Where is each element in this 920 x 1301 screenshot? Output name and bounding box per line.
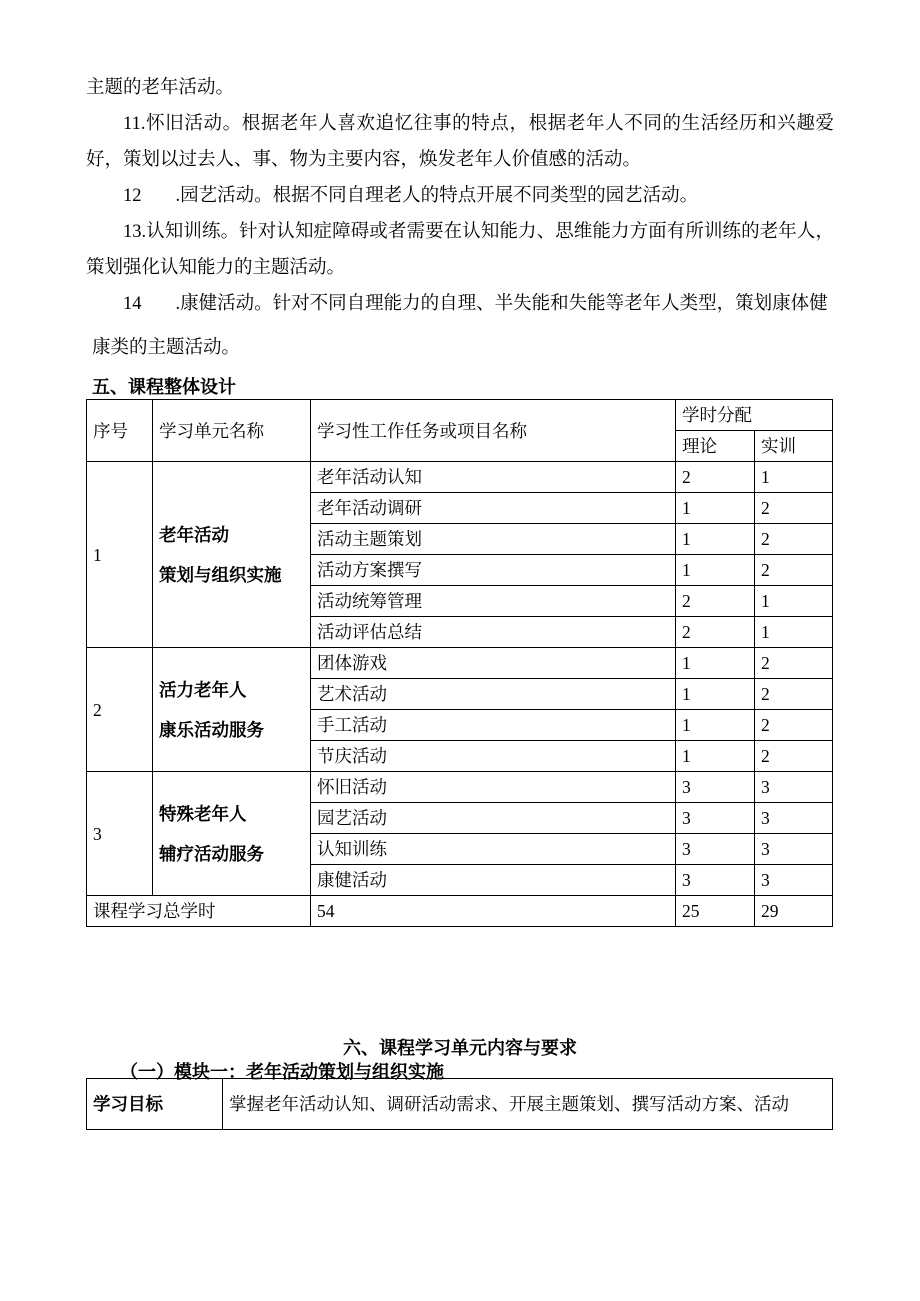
task-cell: 老年活动调研 <box>311 493 676 524</box>
theory-cell: 3 <box>676 803 755 834</box>
item-13-text: 认知训练。针对认知症障碍或者需要在认知能力、思维能力方面有所训练的老年人，策划强化认知能力的主题活动。 <box>86 222 834 278</box>
item-14-number: 14 <box>123 294 142 314</box>
item-11-number: 11 <box>123 114 141 134</box>
task-cell: 活动统筹管理 <box>311 586 676 617</box>
theory-cell: 3 <box>676 865 755 896</box>
theory-cell: 1 <box>676 741 755 772</box>
item-13-number: 13 <box>123 222 142 242</box>
header-practice: 实训 <box>755 431 833 462</box>
practice-cell: 2 <box>755 555 833 586</box>
unit-3-name <box>153 772 311 896</box>
theory-cell: 2 <box>676 462 755 493</box>
task-cell: 艺术活动 <box>311 679 676 710</box>
practice-cell: 2 <box>755 679 833 710</box>
item-11-text: 怀旧活动。根据老年人喜欢追忆往事的特点，根据老年人不同的生活经历和兴趣爱好，策划以过去人、事、物为主要内容，焕发老年人价值感的活动。 <box>86 114 834 170</box>
theory-cell: 3 <box>676 834 755 865</box>
table-header-row-1 <box>87 400 833 431</box>
practice-cell: 3 <box>755 865 833 896</box>
item-14-text: 康健活动。针对不同自理能力的自理、半失能和失能等老年人类型，策划康体健 <box>180 294 828 314</box>
item-13-separator: . <box>141 222 147 242</box>
unit-3-name-line2: 辅疗活动服务 <box>159 843 264 864</box>
practice-cell: 3 <box>755 803 833 834</box>
theory-cell: 1 <box>676 524 755 555</box>
unit-2-name-line1: 活力老年人 <box>159 679 247 700</box>
item-11-separator: . <box>140 114 146 134</box>
item-12-separator: . <box>175 186 181 206</box>
practice-cell: 2 <box>755 493 833 524</box>
paragraph-item-11 <box>86 106 834 178</box>
paragraph-item-12 <box>86 178 834 214</box>
table-row <box>87 462 833 493</box>
task-cell: 老年活动认知 <box>311 462 676 493</box>
learning-goal-table <box>86 1078 833 1130</box>
task-cell: 手工活动 <box>311 710 676 741</box>
task-cell: 活动方案撰写 <box>311 555 676 586</box>
task-cell: 节庆活动 <box>311 741 676 772</box>
heading-section-six: 六、课程学习单元内容与要求 <box>343 1038 577 1058</box>
unit-2-seq: 2 <box>87 648 153 772</box>
task-cell: 团体游戏 <box>311 648 676 679</box>
header-hours-group: 学时分配 <box>676 400 833 431</box>
unit-1-name-line2: 策划与组织实施 <box>159 564 282 585</box>
course-design-table <box>86 399 833 927</box>
theory-cell: 2 <box>676 617 755 648</box>
practice-cell: 1 <box>755 462 833 493</box>
table-row <box>87 648 833 679</box>
task-cell: 康健活动 <box>311 865 676 896</box>
table-row <box>87 1079 833 1130</box>
paragraph-item-13 <box>86 214 834 286</box>
header-seq: 序号 <box>87 400 153 462</box>
practice-cell: 1 <box>755 586 833 617</box>
unit-3-seq: 3 <box>87 772 153 896</box>
item-14-separator: . <box>175 294 181 314</box>
practice-cell: 2 <box>755 741 833 772</box>
unit-1-seq: 1 <box>87 462 153 648</box>
header-theory: 理论 <box>676 431 755 462</box>
goal-value: 掌握老年活动认知、调研活动需求、开展主题策划、撰写活动方案、活动 <box>223 1079 833 1130</box>
practice-cell: 2 <box>755 524 833 555</box>
unit-3-name-line1: 特殊老年人 <box>159 803 247 824</box>
theory-cell: 2 <box>676 586 755 617</box>
theory-cell: 1 <box>676 493 755 524</box>
total-theory: 25 <box>676 896 755 927</box>
task-cell: 活动评估总结 <box>311 617 676 648</box>
task-cell: 怀旧活动 <box>311 772 676 803</box>
practice-cell: 3 <box>755 834 833 865</box>
task-cell: 认知训练 <box>311 834 676 865</box>
total-label: 课程学习总学时 <box>87 896 311 927</box>
unit-2-name <box>153 648 311 772</box>
practice-cell: 2 <box>755 648 833 679</box>
paragraph-continuation: 主题的老年活动。 <box>86 78 235 98</box>
theory-cell: 1 <box>676 648 755 679</box>
practice-cell: 3 <box>755 772 833 803</box>
header-unit-name: 学习单元名称 <box>153 400 311 462</box>
paragraph-item-14 <box>86 286 834 322</box>
unit-1-name <box>153 462 311 648</box>
theory-cell: 3 <box>676 772 755 803</box>
theory-cell: 1 <box>676 555 755 586</box>
total-practice: 29 <box>755 896 833 927</box>
heading-section-five: 五、课程整体设计 <box>92 377 236 397</box>
header-task-name: 学习性工作任务或项目名称 <box>311 400 676 462</box>
item-12-text: 园艺活动。根据不同自理老人的特点开展不同类型的园艺活动。 <box>180 186 699 206</box>
unit-1-name-line1: 老年活动 <box>159 524 229 545</box>
task-cell: 活动主题策划 <box>311 524 676 555</box>
practice-cell: 2 <box>755 710 833 741</box>
table-total-row <box>87 896 833 927</box>
theory-cell: 1 <box>676 710 755 741</box>
total-hours: 54 <box>311 896 676 927</box>
heading-module-one: （一）模块一：老年活动策划与组织实施 <box>120 1062 444 1082</box>
practice-cell: 1 <box>755 617 833 648</box>
theory-cell: 1 <box>676 679 755 710</box>
table-row <box>87 772 833 803</box>
task-cell: 园艺活动 <box>311 803 676 834</box>
goal-label: 学习目标 <box>87 1079 223 1130</box>
paragraph-item-14-continuation: 康类的主题活动。 <box>92 338 241 358</box>
unit-2-name-line2: 康乐活动服务 <box>159 719 264 740</box>
item-12-number: 12 <box>123 186 142 206</box>
